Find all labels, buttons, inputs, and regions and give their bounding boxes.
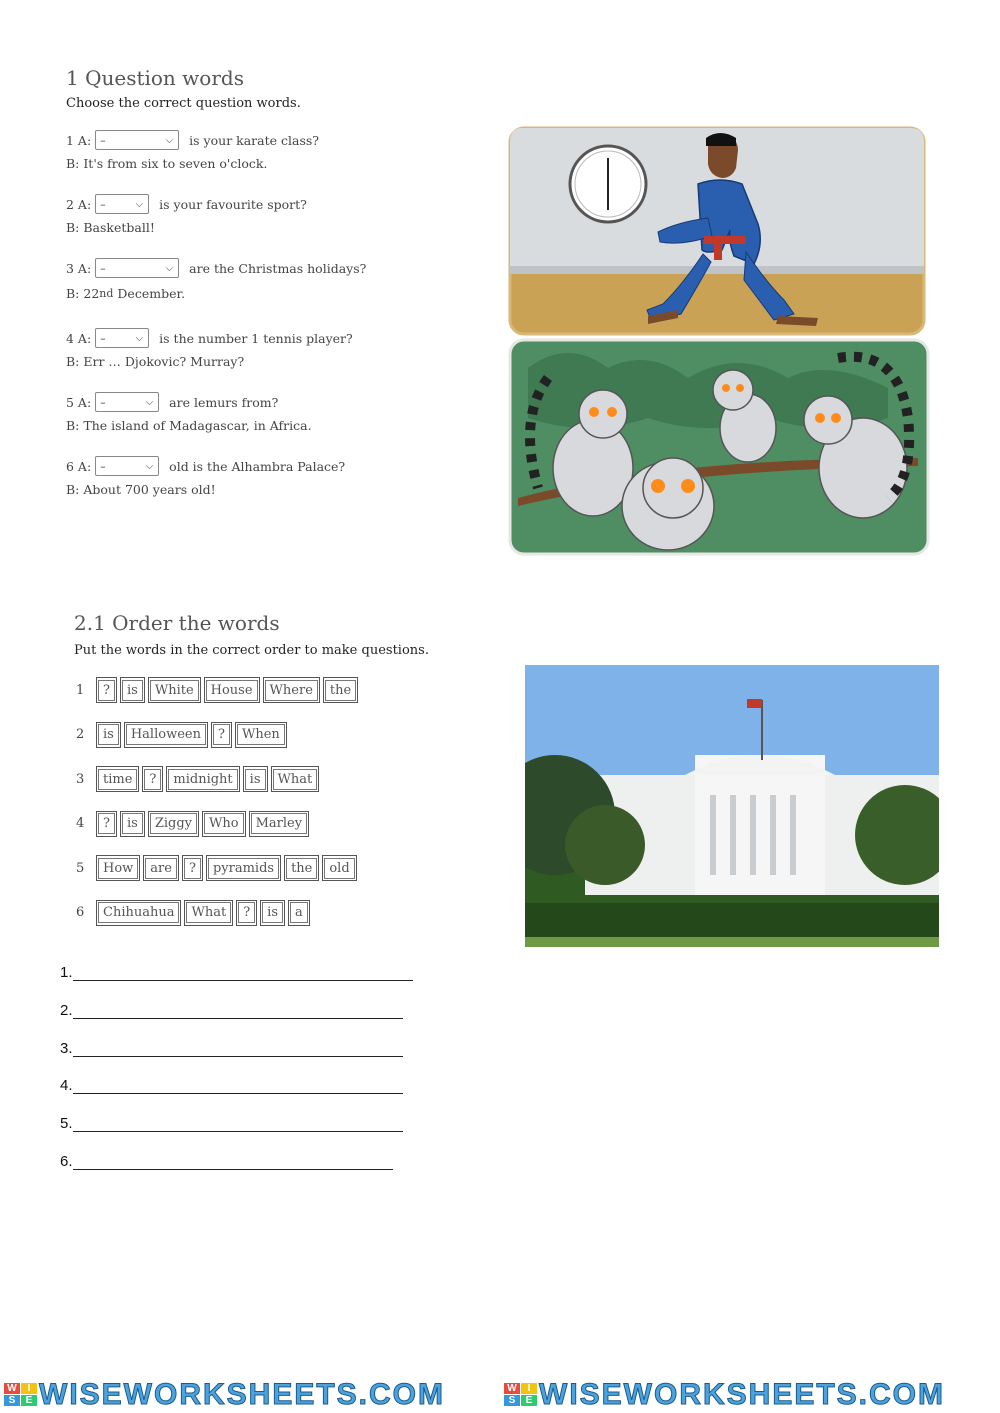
question-word-dropdown[interactable] <box>95 258 179 278</box>
word-tile-label: When <box>237 724 285 745</box>
word-tile[interactable] <box>323 677 358 703</box>
word-tile[interactable] <box>142 766 163 792</box>
answer-blank[interactable] <box>73 1155 393 1170</box>
question-word-dropdown[interactable] <box>95 194 149 214</box>
dropdown-value: – <box>100 332 106 345</box>
question-text: are lemurs from? <box>169 394 279 410</box>
answer-blank[interactable] <box>73 1004 403 1019</box>
word-tile-label: Where <box>265 680 318 701</box>
word-tile-label: ? <box>98 680 115 701</box>
word-tile[interactable] <box>182 855 203 881</box>
word-tile[interactable] <box>96 677 117 703</box>
word-tile[interactable] <box>143 855 179 881</box>
section1-instruction: Choose the correct question words. <box>66 96 301 111</box>
word-tile[interactable] <box>211 722 232 748</box>
question-4-line <box>66 328 353 348</box>
word-tile[interactable] <box>148 677 201 703</box>
question-text: is the number 1 tennis player? <box>159 330 353 346</box>
answer-number: 5. <box>60 1115 73 1133</box>
word-tile[interactable] <box>249 811 309 837</box>
question-number: 4 A: <box>66 330 92 346</box>
word-tile-label: is <box>122 680 143 701</box>
question-text: is your karate class? <box>189 132 319 148</box>
row-number: 2 <box>76 727 85 742</box>
word-tile-label: a <box>290 902 308 923</box>
answer-4-line <box>66 354 244 369</box>
word-tile[interactable] <box>263 677 320 703</box>
dropdown-value: – <box>100 262 106 275</box>
answer-2-line <box>66 220 155 235</box>
footer-brand-left <box>0 1378 500 1412</box>
question-number: 2 A: <box>66 196 92 212</box>
word-tile[interactable] <box>236 900 257 926</box>
word-tile-label: the <box>325 680 356 701</box>
brand-text-right: WISEWORKSHEETS.COM <box>539 1377 946 1411</box>
question-5-line <box>66 392 278 412</box>
answer-text: B: Basketball! <box>66 220 155 235</box>
word-tile-label: old <box>324 858 354 879</box>
chevron-down-icon: ⌵ <box>135 199 144 210</box>
word-tile-label: House <box>206 680 258 701</box>
answer-number: 6. <box>60 1153 73 1170</box>
word-tile-label: is <box>262 902 283 923</box>
question-word-dropdown[interactable] <box>95 456 159 476</box>
word-tile-label: ? <box>98 813 115 834</box>
footer-brand-right <box>500 1378 1000 1412</box>
answer-6-line <box>66 482 216 497</box>
chevron-down-icon: ⌵ <box>145 461 154 472</box>
word-tile-label: is <box>98 724 119 745</box>
row-number: 5 <box>76 860 85 876</box>
karate-boy-illustration <box>508 124 928 338</box>
word-tile[interactable] <box>166 766 239 792</box>
question-number: 5 A: <box>66 394 92 410</box>
question-number: 3 A: <box>66 260 92 276</box>
word-tile-label: Chihuahua <box>98 902 179 923</box>
word-tile[interactable] <box>120 677 145 703</box>
question-text: old is the Alhambra Palace? <box>169 458 346 474</box>
answer-1-line <box>66 156 267 171</box>
word-tile[interactable] <box>96 811 117 837</box>
word-tile-label: ? <box>213 724 230 745</box>
question-word-dropdown[interactable] <box>95 392 159 412</box>
answer-line-1[interactable] <box>60 964 413 981</box>
word-tile-label: is <box>122 813 143 834</box>
word-tile[interactable] <box>284 855 319 881</box>
word-tile[interactable] <box>96 722 121 748</box>
answer-number: 1. <box>60 964 73 981</box>
word-row-5 <box>76 855 360 881</box>
word-row-6 <box>76 900 313 926</box>
question-6-line <box>66 456 345 476</box>
lemurs-illustration <box>508 338 932 560</box>
answer-text: B: It's from six to seven o'clock. <box>66 156 268 171</box>
answer-blank[interactable] <box>73 1117 403 1132</box>
word-tile[interactable] <box>96 766 139 792</box>
word-tile[interactable] <box>124 722 208 748</box>
word-tile-label: the <box>286 858 317 879</box>
word-tile-label: midnight <box>168 769 237 790</box>
dropdown-value: – <box>100 198 106 211</box>
answer-text-end: December. <box>113 286 186 301</box>
row-number: 3 <box>76 771 85 787</box>
row-number: 6 <box>76 905 85 920</box>
word-tile-label: time <box>98 769 137 790</box>
word-tile-label: ? <box>238 902 255 923</box>
answer-line-2[interactable] <box>60 1002 403 1019</box>
word-tile[interactable] <box>96 900 181 926</box>
answer-text: B: Err … Djokovic? Murray? <box>66 354 245 369</box>
word-tile-label: pyramids <box>208 858 279 879</box>
word-tile-label: White <box>150 680 199 701</box>
answer-line-4[interactable] <box>60 1077 403 1094</box>
answer-5-line <box>66 418 312 433</box>
chevron-down-icon: ⌵ <box>135 333 144 344</box>
answer-blank[interactable] <box>73 1079 403 1094</box>
question-number: 6 A: <box>66 458 92 474</box>
answer-text: B: 22 <box>66 286 100 301</box>
answer-line-5[interactable] <box>60 1115 403 1132</box>
question-number: 1 A: <box>66 132 92 148</box>
brand-logo: W I S E <box>504 1383 537 1406</box>
question-word-dropdown[interactable] <box>95 130 179 150</box>
section1-title: 1 Question words <box>66 66 244 90</box>
ordinal-suffix: nd <box>99 287 114 300</box>
answer-blank[interactable] <box>73 1042 403 1057</box>
word-tile[interactable] <box>260 900 285 926</box>
answer-number: 2. <box>60 1001 73 1019</box>
dropdown-value: – <box>100 134 106 147</box>
dropdown-value: – <box>100 396 106 409</box>
word-tile[interactable] <box>204 677 260 703</box>
section2-title: 2.1 Order the words <box>74 611 280 635</box>
chevron-down-icon: ⌵ <box>145 397 154 408</box>
answer-text: B: The island of Madagascar, in Africa. <box>66 418 312 433</box>
brand-text-left: WISEWORKSHEETS.COM <box>39 1377 446 1411</box>
answer-text: B: About 700 years old! <box>66 482 216 497</box>
word-tile[interactable] <box>243 766 268 792</box>
row-number: 4 <box>76 816 85 831</box>
word-row-1 <box>76 677 361 703</box>
word-tile-label: is <box>245 769 266 790</box>
word-tile-label: What <box>186 902 231 923</box>
answer-number: 4. <box>60 1077 73 1095</box>
word-tile-label: Halloween <box>126 724 206 745</box>
word-tile[interactable] <box>202 811 246 837</box>
question-2-line <box>66 194 307 214</box>
word-tile[interactable] <box>96 855 140 881</box>
word-tile-label: ? <box>184 858 201 879</box>
word-row-4 <box>76 811 312 837</box>
word-tile-label: Marley <box>251 813 307 834</box>
word-tile-label: Who <box>204 813 244 834</box>
word-row-3 <box>76 766 322 792</box>
answer-number: 3. <box>60 1039 73 1057</box>
brand-logo: W I S E <box>4 1383 37 1406</box>
word-tile-label: ? <box>144 769 161 790</box>
word-tile[interactable] <box>288 900 310 926</box>
word-tile[interactable] <box>120 811 145 837</box>
dropdown-value: – <box>100 460 106 473</box>
word-row-2 <box>76 722 290 748</box>
word-tile-label: What <box>273 769 318 790</box>
word-tile-label: How <box>98 858 138 879</box>
word-tile[interactable] <box>206 855 281 881</box>
word-tile[interactable] <box>322 855 356 881</box>
question-text: are the Christmas holidays? <box>189 260 367 276</box>
answer-blank[interactable] <box>73 966 413 981</box>
question-word-dropdown[interactable] <box>95 328 149 348</box>
word-tile[interactable] <box>271 766 320 792</box>
answer-line-3[interactable] <box>60 1040 403 1057</box>
question-text: is your favourite sport? <box>159 196 307 212</box>
word-tile[interactable] <box>184 900 233 926</box>
question-1-line <box>66 130 319 150</box>
word-tile[interactable] <box>235 722 287 748</box>
chevron-down-icon: ⌵ <box>165 135 174 146</box>
section2-instruction: Put the words in the correct order to make questions. <box>74 643 429 658</box>
word-tile[interactable] <box>148 811 199 837</box>
chevron-down-icon: ⌵ <box>165 263 174 274</box>
question-3-line <box>66 258 366 278</box>
footer-brand <box>0 1376 1000 1413</box>
answer-3-line <box>66 286 185 301</box>
word-tile-label: are <box>145 858 177 879</box>
answer-line-6[interactable] <box>60 1153 393 1170</box>
row-number: 1 <box>76 682 85 698</box>
word-tile-label: Ziggy <box>150 813 197 834</box>
white-house-photo <box>525 665 939 947</box>
